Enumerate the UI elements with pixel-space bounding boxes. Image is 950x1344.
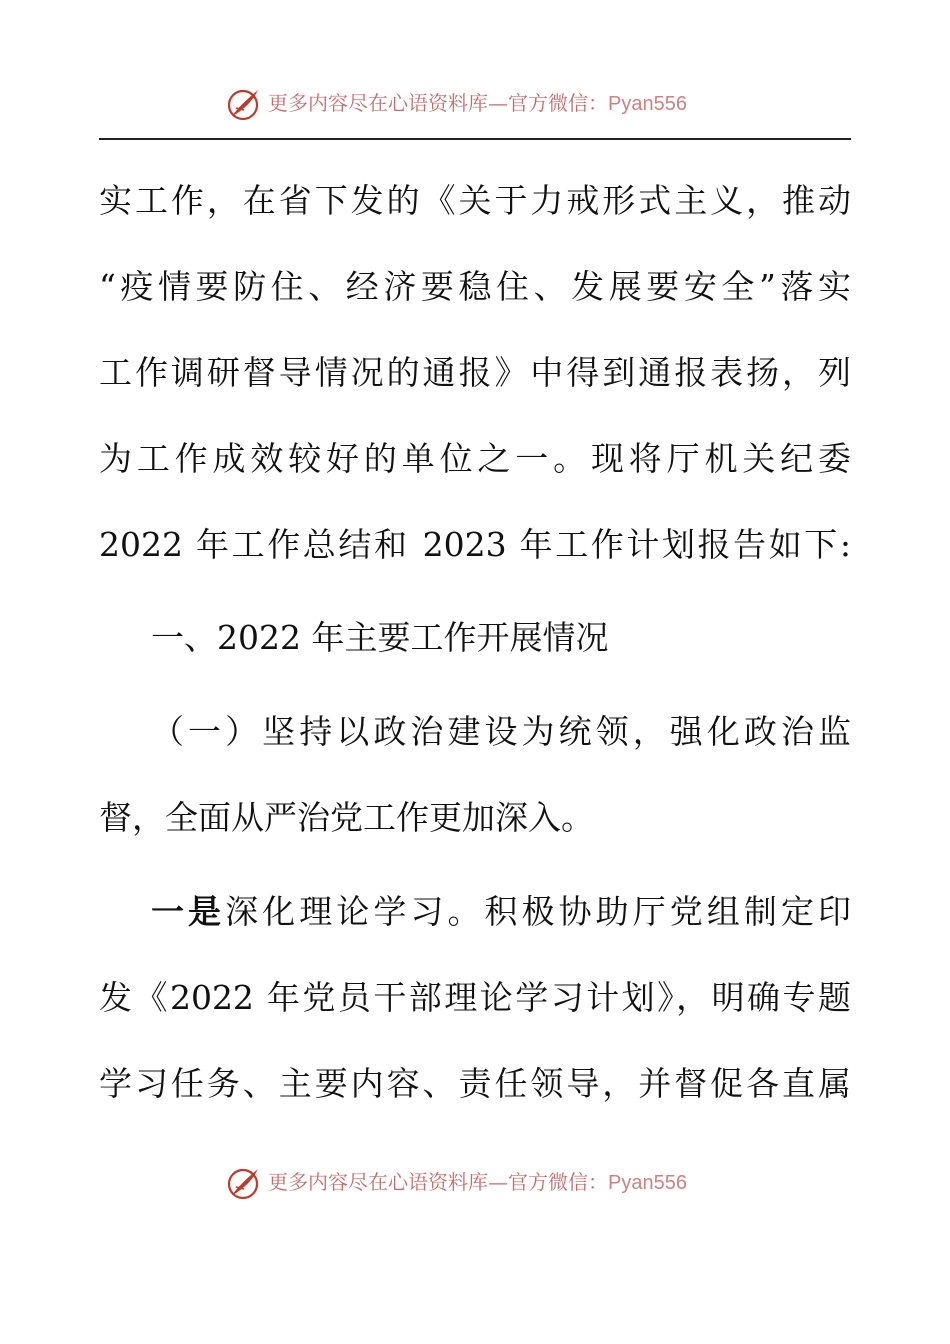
body-line: 为工作成效较好的单位之一。现将厅机关纪委 [99,439,851,478]
body-line: “疫情要防住、经济要稳住、发展要安全”落实 [99,267,851,306]
wechat-id: Pyan556 [608,93,687,115]
footer-banner [0,1163,950,1203]
subsection-heading-line: 督，全面从严治党工作更加深入。 [99,798,594,837]
section-heading: 一、2022 年主要工作开展情况 [151,618,609,657]
body-line: 2022 年工作总结和 2023 年工作计划报告如下: [99,525,851,564]
item-marker: 一是 [151,892,226,931]
body-line: 实工作，在省下发的《关于力戒形式主义，推动 [99,181,851,220]
banner-text: 更多内容尽在心语资料库—官方微信：Pyan556 [268,1170,687,1194]
quill-logo-icon [226,1165,262,1201]
header-divider [99,138,851,140]
banner-text: 更多内容尽在心语资料库—官方微信：Pyan556 [268,91,687,115]
wechat-id: Pyan556 [608,1172,687,1194]
header-banner [0,84,950,124]
quill-logo-icon [226,86,262,122]
paragraph-line: 一是深化理论学习。积极协助厅党组制定印 [151,892,852,931]
paragraph-line: 发《2022 年党员干部理论学习计划》，明确专题 [99,978,851,1017]
subsection-heading-line: （一）坚持以政治建设为统领，强化政治监 [151,712,851,751]
paragraph-line: 学习任务、主要内容、责任领导，并督促各直属 [99,1064,851,1103]
body-line: 工作调研督导情况的通报》中得到通报表扬，列 [99,353,851,392]
